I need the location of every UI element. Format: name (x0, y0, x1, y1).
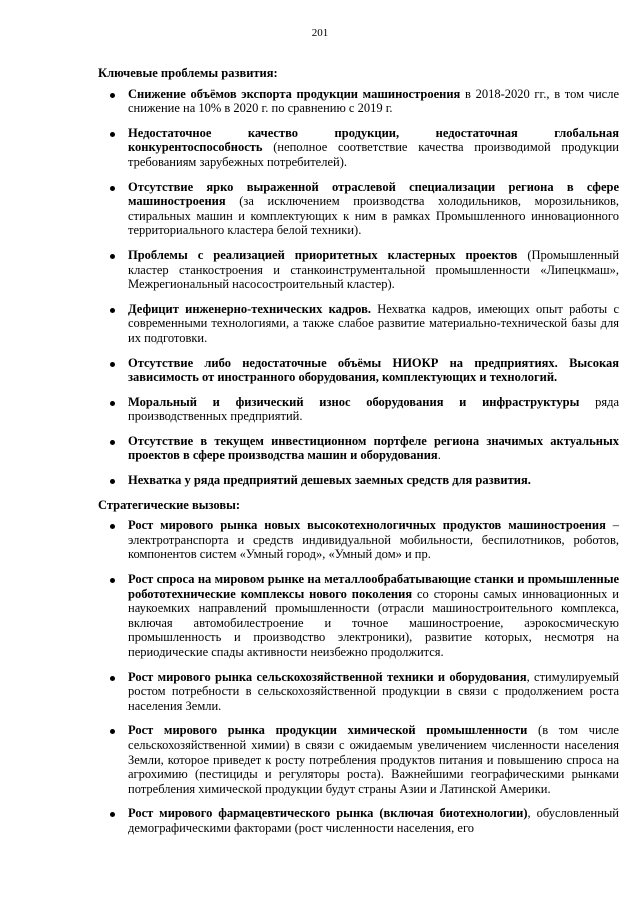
item-text: со стороны самых инновационных и наукоемких направлений промышленности (отрасли машиностроительного комплекса, включая автомобилестроение и точное машиностроение, аэрокосмическую промышленность и производство электроники), развитие которых, несмотря на периодические спады активности неизбежно продолжится. (128, 586, 619, 659)
bullet-icon (110, 578, 115, 583)
bullet-icon (110, 93, 115, 98)
item-text: (Промышленный кластер станкостроения и станкоинструментальной промышленности «Липецкмаш», Межрегиональный насосостроительный кластер). (128, 247, 620, 292)
section-heading-strategic-challenges: Стратегические вызовы: (98, 497, 241, 512)
list-item (98, 248, 619, 292)
item-bold-text: Рост мирового рынка продукции химической промышленности (128, 723, 528, 738)
item-text: , обусловленный демографическими факторами (рост численности населения, его (128, 806, 619, 835)
item-bold-text: Рост спроса на мировом рынке на металлообрабатывающие станки и промышленные робототехнические комплексы нового поколения (128, 572, 619, 601)
list-item (98, 670, 619, 714)
item-text: (в том числе сельскохозяйственной химии) в связи с ожидаемым увеличением численности населения Земли, которое приведет к росту потребления продуктов питания и повышению спроса на агрохимию (пестициды и регуляторы роста). Важнейшими географическими рынками потребления химической продукции будут страны Азии и Латинской Америки. (128, 723, 619, 796)
list-item (98, 356, 619, 385)
page-content (98, 66, 619, 846)
item-bold-text: Дефицит инженерно-технических кадров. (128, 301, 371, 316)
item-text: (за исключением производства холодильников, морозильников, стиральных машин и комплектующих к ним в рамках Промышленного инновационного территориального кластера белой техники). (128, 194, 619, 238)
bullet-icon (110, 524, 115, 529)
list-item (98, 806, 619, 835)
item-text: ряда производственных предприятий. (128, 394, 619, 424)
item-bold-text: Рост мирового рынка новых высокотехнологичных продуктов машиностроения (128, 518, 606, 533)
item-bold-text: Рост мирового фармацевтического рынка (включая биотехнологии) (128, 806, 528, 821)
bullet-icon (110, 362, 115, 367)
key-problems-list (98, 87, 619, 488)
item-bold-text: Моральный и физический износ оборудования и инфраструктуры (128, 394, 580, 409)
list-item (98, 302, 619, 346)
item-text: Нехватка кадров, имеющих опыт работы с современными технологиями, а также слабое развитие материально-технической базы для их подготовки. (128, 301, 619, 345)
list-item (98, 87, 619, 116)
item-text: – электротранспорта и средств индивидуальной мобильности, беспилотников, роботов, компонентов систем «Умный город», «Умный дом» и пр. (128, 518, 619, 562)
item-text: , стимулируемый ростом потребности в сельскохозяйственной продукции в связи с продолжением роста населения Земли. (128, 669, 619, 713)
item-text: . (437, 448, 441, 463)
list-item (98, 395, 619, 424)
item-bold-text: Отсутствие ярко выраженной отраслевой специализации региона в сфере машиностроения (128, 179, 619, 209)
item-bold-text: Проблемы с реализацией приоритетных кластерных проектов (128, 247, 518, 262)
bullet-icon (110, 479, 115, 484)
item-bold-text: Отсутствие в текущем инвестиционном портфеле региона значимых актуальных проектов в сфере производства машин и оборудования (128, 433, 619, 463)
list-item (98, 518, 619, 562)
list-item (98, 180, 619, 238)
section-heading-key-problems: Ключевые проблемы развития: (98, 66, 278, 80)
list-item (98, 723, 619, 796)
list-item (98, 473, 619, 488)
bullet-icon (110, 440, 115, 445)
item-bold-text: Нехватка у ряда предприятий дешевых заемных средств для развития. (128, 473, 531, 488)
bullet-icon (110, 132, 115, 137)
strategic-challenges-list (98, 518, 619, 835)
item-text: в 2018-2020 гг., в том числе снижение на 10% в 2020 г. по сравнению с 2019 г. (128, 86, 619, 116)
bullet-icon (110, 401, 115, 406)
item-text: (неполное соответствие качества производимой продукции требованиям зарубежных потребителей). (128, 140, 619, 169)
bullet-icon (110, 812, 115, 817)
item-bold-text: Недостаточное качество продукции, недостаточная глобальная конкурентоспособность (128, 125, 619, 155)
list-item (98, 126, 619, 170)
bullet-icon (110, 186, 115, 191)
item-bold-text: Рост мирового рынка сельскохозяйственной техники и оборудования (128, 669, 527, 684)
bullet-icon (110, 676, 115, 681)
bullet-icon (110, 308, 115, 313)
bullet-icon (110, 254, 115, 259)
item-bold-text: Отсутствие либо недостаточные объёмы НИОКР на предприятиях. Высокая зависимость от иностранного оборудования, комплектующих и технологий. (128, 355, 619, 385)
item-bold-text: Снижение объёмов экспорта продукции машиностроения (128, 86, 461, 101)
list-item (98, 572, 619, 660)
page-number: 201 (311, 27, 329, 39)
list-item (98, 434, 619, 463)
bullet-icon (110, 729, 115, 734)
